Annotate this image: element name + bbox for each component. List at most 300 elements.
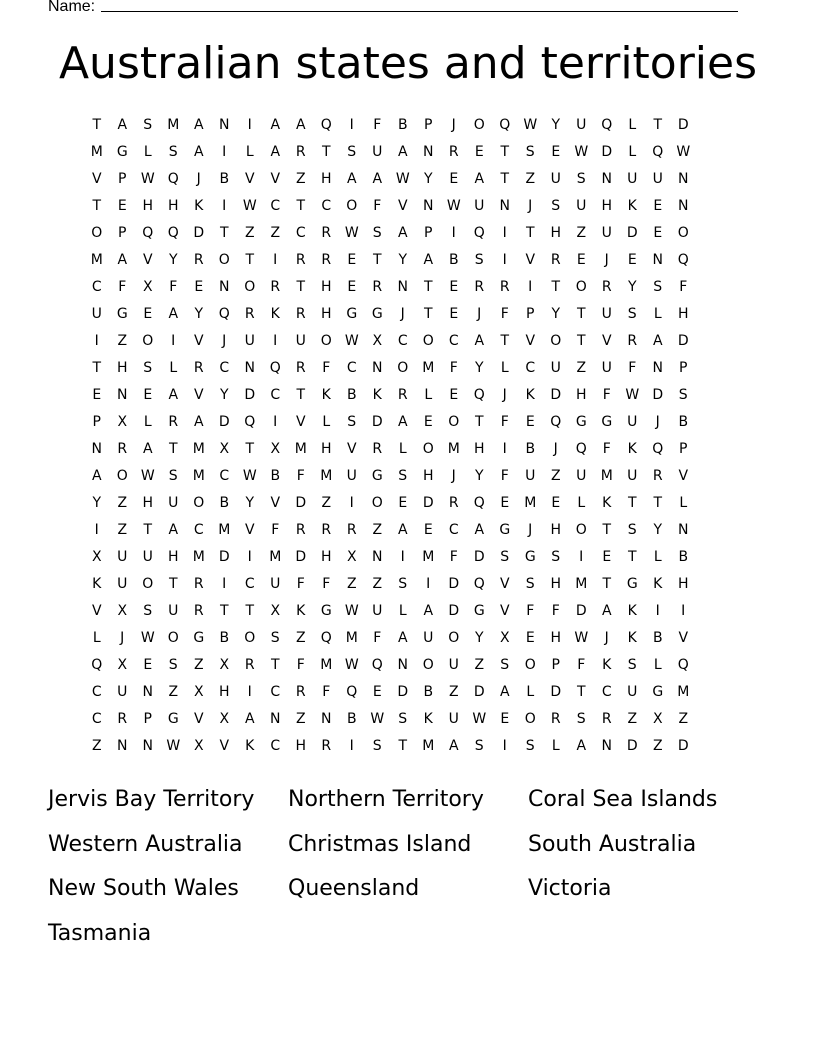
- grid-letter: P: [526, 306, 535, 322]
- grid-letter: K: [627, 630, 637, 646]
- grid-row: [84, 733, 696, 760]
- grid-letter: M: [600, 468, 613, 484]
- grid-letter: L: [679, 495, 688, 511]
- grid-letter: F: [449, 549, 458, 565]
- grid-letter: D: [295, 495, 307, 511]
- grid-letter: I: [502, 738, 507, 754]
- grid-letter: F: [322, 576, 331, 592]
- grid-letter: I: [426, 576, 431, 592]
- grid-letter: A: [117, 252, 128, 268]
- grid-letter: G: [575, 414, 587, 430]
- grid-letter: V: [270, 495, 281, 511]
- word-list-item: Queensland: [288, 876, 420, 901]
- grid-letter: L: [628, 144, 637, 160]
- grid-letter: E: [143, 657, 153, 673]
- grid-letter: A: [601, 603, 612, 619]
- grid-letter: B: [448, 252, 459, 268]
- grid-letter: R: [397, 387, 408, 403]
- grid-letter: U: [168, 495, 179, 511]
- grid-letter: C: [270, 684, 281, 700]
- name-field: [48, 0, 738, 17]
- grid-letter: N: [244, 360, 255, 376]
- grid-letter: X: [117, 603, 128, 619]
- grid-letter: Q: [473, 576, 485, 592]
- grid-letter: G: [524, 549, 536, 565]
- grid-letter: B: [678, 414, 689, 430]
- grid-letter: F: [322, 360, 331, 376]
- grid-letter: M: [269, 549, 282, 565]
- grid-letter: I: [222, 576, 227, 592]
- grid-letter: K: [525, 387, 535, 403]
- grid-letter: S: [678, 387, 688, 403]
- grid-letter: K: [296, 603, 306, 619]
- grid-letter: T: [653, 495, 663, 511]
- grid-letter: G: [371, 468, 383, 484]
- grid-letter: X: [91, 549, 102, 565]
- grid-row: [84, 139, 696, 166]
- letter-grid: [84, 112, 696, 760]
- grid-letter: D: [550, 387, 562, 403]
- grid-letter: S: [270, 630, 280, 646]
- grid-letter: R: [601, 279, 612, 295]
- grid-letter: A: [397, 225, 408, 241]
- grid-letter: J: [528, 198, 533, 214]
- grid-letter: V: [499, 576, 510, 592]
- grid-letter: L: [653, 657, 662, 673]
- grid-letter: D: [677, 333, 689, 349]
- grid-letter: R: [601, 711, 612, 727]
- grid-letter: O: [193, 495, 205, 511]
- page-title: Australian states and territories: [58, 38, 758, 89]
- grid-letter: Q: [575, 441, 587, 457]
- grid-letter: H: [218, 684, 230, 700]
- grid-letter: R: [295, 306, 306, 322]
- grid-letter: Q: [346, 684, 358, 700]
- grid-letter: T: [168, 441, 178, 457]
- grid-letter: E: [449, 387, 459, 403]
- grid-letter: U: [372, 144, 383, 160]
- grid-letter: U: [601, 225, 612, 241]
- grid-letter: S: [143, 117, 153, 133]
- grid-letter: B: [219, 495, 230, 511]
- grid-letter: R: [295, 360, 306, 376]
- grid-letter: X: [499, 630, 510, 646]
- grid-letter: Q: [269, 360, 281, 376]
- grid-letter: S: [168, 144, 178, 160]
- grid-letter: O: [142, 333, 154, 349]
- grid-letter: A: [397, 522, 408, 538]
- grid-letter: S: [627, 657, 637, 673]
- name-label: Name:: [48, 0, 96, 15]
- grid-letter: L: [398, 441, 407, 457]
- grid-letter: U: [627, 684, 638, 700]
- grid-letter: P: [679, 360, 688, 376]
- grid-letter: Z: [295, 711, 306, 727]
- grid-letter: T: [245, 252, 255, 268]
- grid-letter: E: [423, 414, 433, 430]
- grid-letter: I: [502, 252, 507, 268]
- grid-letter: T: [653, 117, 663, 133]
- grid-letter: U: [244, 333, 255, 349]
- grid-letter: L: [322, 414, 331, 430]
- grid-letter: L: [143, 144, 152, 160]
- grid-letter: V: [346, 441, 357, 457]
- grid-letter: W: [574, 144, 589, 160]
- grid-letter: T: [500, 144, 510, 160]
- grid-row: [84, 490, 696, 517]
- grid-letter: O: [346, 198, 358, 214]
- grid-letter: A: [295, 117, 306, 133]
- grid-letter: S: [372, 225, 382, 241]
- grid-letter: S: [143, 360, 153, 376]
- grid-letter: G: [116, 144, 128, 160]
- word-list-item: Victoria: [528, 876, 612, 901]
- grid-letter: I: [273, 252, 278, 268]
- grid-letter: E: [653, 198, 663, 214]
- grid-letter: H: [320, 171, 332, 187]
- grid-letter: E: [602, 549, 612, 565]
- grid-letter: D: [244, 387, 256, 403]
- grid-letter: U: [525, 468, 536, 484]
- grid-letter: N: [652, 360, 663, 376]
- grid-letter: N: [652, 252, 663, 268]
- grid-letter: Z: [576, 360, 587, 376]
- grid-letter: Q: [320, 117, 332, 133]
- grid-letter: I: [222, 198, 227, 214]
- grid-letter: A: [193, 144, 204, 160]
- grid-letter: F: [296, 657, 305, 673]
- grid-letter: Y: [474, 630, 484, 646]
- grid-letter: E: [551, 144, 561, 160]
- grid-letter: N: [499, 198, 510, 214]
- grid-letter: E: [372, 684, 382, 700]
- grid-letter: T: [296, 198, 306, 214]
- grid-letter: W: [344, 603, 359, 619]
- grid-letter: J: [502, 387, 507, 403]
- grid-letter: G: [499, 522, 511, 538]
- grid-letter: U: [168, 603, 179, 619]
- grid-letter: V: [678, 630, 689, 646]
- grid-letter: R: [474, 279, 485, 295]
- grid-letter: B: [219, 171, 230, 187]
- grid-letter: Z: [117, 522, 128, 538]
- grid-letter: M: [192, 468, 205, 484]
- grid-letter: S: [576, 171, 586, 187]
- grid-letter: M: [422, 360, 435, 376]
- grid-letter: A: [576, 738, 587, 754]
- grid-letter: N: [678, 171, 689, 187]
- grid-letter: P: [551, 657, 560, 673]
- grid-letter: T: [423, 306, 433, 322]
- grid-letter: N: [372, 549, 383, 565]
- grid-letter: M: [524, 495, 537, 511]
- grid-letter: F: [577, 657, 586, 673]
- grid-letter: E: [398, 495, 408, 511]
- grid-letter: E: [525, 414, 535, 430]
- grid-letter: S: [525, 738, 535, 754]
- grid-letter: I: [222, 144, 227, 160]
- grid-letter: Z: [372, 522, 383, 538]
- grid-letter: R: [346, 522, 357, 538]
- grid-letter: Q: [91, 657, 103, 673]
- grid-letter: H: [601, 198, 613, 214]
- grid-letter: V: [193, 387, 204, 403]
- grid-letter: I: [349, 117, 354, 133]
- grid-letter: O: [116, 468, 128, 484]
- grid-letter: A: [397, 144, 408, 160]
- grid-letter: R: [372, 279, 383, 295]
- grid-letter: J: [604, 630, 609, 646]
- grid-letter: W: [166, 738, 181, 754]
- grid-letter: I: [349, 738, 354, 754]
- grid-letter: A: [193, 414, 204, 430]
- grid-letter: V: [525, 333, 536, 349]
- grid-letter: D: [575, 603, 587, 619]
- grid-letter: I: [579, 549, 584, 565]
- grid-letter: Y: [423, 171, 433, 187]
- grid-letter: N: [142, 684, 153, 700]
- grid-letter: E: [449, 279, 459, 295]
- grid-letter: J: [451, 468, 456, 484]
- grid-letter: Y: [398, 252, 408, 268]
- grid-letter: C: [91, 684, 102, 700]
- grid-letter: Z: [295, 630, 306, 646]
- grid-letter: G: [473, 603, 485, 619]
- grid-letter: D: [218, 549, 230, 565]
- grid-letter: C: [219, 360, 230, 376]
- grid-letter: Q: [677, 657, 689, 673]
- grid-letter: A: [168, 522, 179, 538]
- grid-letter: X: [219, 441, 230, 457]
- grid-letter: H: [116, 360, 128, 376]
- grid-letter: R: [499, 279, 510, 295]
- grid-letter: S: [500, 657, 510, 673]
- grid-letter: F: [296, 576, 305, 592]
- grid-letter: F: [296, 468, 305, 484]
- grid-letter: U: [117, 684, 128, 700]
- grid-letter: S: [398, 468, 408, 484]
- grid-letter: I: [502, 441, 507, 457]
- grid-letter: P: [92, 414, 101, 430]
- grid-letter: U: [601, 306, 612, 322]
- grid-letter: Q: [167, 225, 179, 241]
- grid-letter: W: [472, 711, 487, 727]
- grid-letter: D: [601, 144, 613, 160]
- grid-letter: X: [193, 684, 204, 700]
- grid-letter: O: [422, 333, 434, 349]
- grid-letter: T: [219, 603, 229, 619]
- grid-letter: S: [398, 711, 408, 727]
- grid-letter: S: [551, 198, 561, 214]
- grid-letter: C: [397, 333, 408, 349]
- grid-letter: O: [575, 279, 587, 295]
- grid-letter: T: [423, 279, 433, 295]
- grid-letter: O: [524, 711, 536, 727]
- grid-letter: W: [395, 171, 410, 187]
- grid-letter: S: [500, 549, 510, 565]
- grid-letter: M: [218, 522, 231, 538]
- grid-letter: P: [424, 225, 433, 241]
- grid-letter: V: [142, 252, 153, 268]
- grid-letter: A: [652, 333, 663, 349]
- grid-letter: K: [270, 306, 280, 322]
- grid-letter: V: [91, 171, 102, 187]
- grid-letter: Y: [551, 306, 561, 322]
- grid-letter: K: [245, 738, 255, 754]
- grid-letter: A: [117, 117, 128, 133]
- grid-letter: A: [499, 684, 510, 700]
- grid-letter: N: [601, 171, 612, 187]
- grid-letter: U: [601, 360, 612, 376]
- grid-letter: Z: [474, 657, 485, 673]
- grid-letter: R: [244, 657, 255, 673]
- grid-letter: M: [447, 441, 460, 457]
- grid-letter: X: [142, 279, 153, 295]
- grid-letter: X: [652, 711, 663, 727]
- grid-letter: V: [244, 522, 255, 538]
- grid-letter: Z: [321, 495, 332, 511]
- grid-letter: S: [576, 711, 586, 727]
- grid-letter: S: [143, 603, 153, 619]
- grid-letter: Y: [653, 522, 663, 538]
- grid-letter: E: [449, 306, 459, 322]
- grid-letter: S: [525, 576, 535, 592]
- grid-letter: M: [90, 144, 103, 160]
- grid-letter: R: [295, 144, 306, 160]
- grid-letter: I: [273, 414, 278, 430]
- grid-letter: O: [677, 225, 689, 241]
- grid-letter: G: [601, 414, 613, 430]
- grid-letter: D: [652, 387, 664, 403]
- grid-letter: V: [397, 198, 408, 214]
- grid-letter: J: [120, 630, 125, 646]
- grid-letter: F: [500, 306, 509, 322]
- grid-letter: S: [347, 414, 357, 430]
- grid-letter: S: [372, 738, 382, 754]
- grid-letter: K: [627, 198, 637, 214]
- grid-letter: R: [652, 468, 663, 484]
- grid-letter: D: [626, 225, 638, 241]
- grid-letter: W: [446, 198, 461, 214]
- grid-letter: R: [295, 684, 306, 700]
- word-list: [48, 778, 768, 956]
- grid-letter: C: [219, 468, 230, 484]
- grid-letter: Y: [627, 279, 637, 295]
- grid-letter: L: [92, 630, 101, 646]
- word-list-item: Coral Sea Islands: [528, 787, 718, 812]
- grid-letter: A: [474, 522, 485, 538]
- grid-row: [84, 571, 696, 598]
- grid-letter: C: [193, 522, 204, 538]
- grid-letter: N: [142, 738, 153, 754]
- grid-letter: F: [118, 279, 127, 295]
- grid-letter: C: [321, 198, 332, 214]
- grid-letter: B: [219, 630, 230, 646]
- grid-letter: K: [627, 441, 637, 457]
- grid-letter: G: [167, 711, 179, 727]
- grid-letter: T: [245, 603, 255, 619]
- grid-letter: D: [422, 495, 434, 511]
- grid-letter: M: [345, 630, 358, 646]
- grid-letter: Q: [652, 144, 664, 160]
- grid-letter: U: [550, 171, 561, 187]
- grid-letter: E: [627, 252, 637, 268]
- grid-letter: N: [397, 657, 408, 673]
- grid-letter: V: [601, 333, 612, 349]
- grid-letter: D: [550, 684, 562, 700]
- grid-letter: A: [193, 117, 204, 133]
- grid-letter: E: [347, 279, 357, 295]
- grid-letter: U: [117, 549, 128, 565]
- grid-letter: B: [423, 684, 434, 700]
- name-underline: [101, 0, 738, 12]
- grid-letter: V: [678, 468, 689, 484]
- grid-letter: T: [500, 171, 510, 187]
- grid-letter: N: [678, 522, 689, 538]
- grid-letter: L: [424, 387, 433, 403]
- grid-letter: R: [321, 522, 332, 538]
- grid-letter: G: [346, 306, 358, 322]
- grid-letter: L: [245, 144, 254, 160]
- grid-letter: Z: [550, 468, 561, 484]
- grid-letter: A: [423, 252, 434, 268]
- grid-letter: E: [500, 711, 510, 727]
- grid-letter: C: [525, 360, 536, 376]
- grid-letter: V: [295, 414, 306, 430]
- grid-letter: R: [550, 711, 561, 727]
- grid-letter: D: [371, 414, 383, 430]
- grid-letter: Z: [270, 225, 281, 241]
- grid-letter: M: [90, 252, 103, 268]
- grid-letter: Z: [295, 171, 306, 187]
- grid-letter: A: [397, 630, 408, 646]
- grid-letter: C: [346, 360, 357, 376]
- grid-letter: Z: [627, 711, 638, 727]
- word-list-item: Jervis Bay Territory: [48, 787, 255, 812]
- grid-letter: A: [397, 414, 408, 430]
- grid-letter: T: [92, 360, 102, 376]
- grid-letter: F: [526, 603, 535, 619]
- grid-letter: A: [372, 171, 383, 187]
- grid-letter: Y: [474, 468, 484, 484]
- grid-letter: O: [167, 630, 179, 646]
- grid-letter: A: [346, 171, 357, 187]
- grid-row: [84, 112, 696, 139]
- grid-letter: Z: [244, 225, 255, 241]
- grid-letter: F: [169, 279, 178, 295]
- grid-letter: Q: [473, 387, 485, 403]
- grid-letter: S: [347, 144, 357, 160]
- grid-letter: F: [322, 684, 331, 700]
- grid-letter: W: [140, 171, 155, 187]
- grid-letter: V: [91, 603, 102, 619]
- grid-letter: S: [551, 549, 561, 565]
- grid-letter: H: [167, 549, 179, 565]
- grid-letter: H: [677, 306, 689, 322]
- grid-letter: Z: [346, 576, 357, 592]
- grid-letter: O: [244, 630, 256, 646]
- grid-letter: Z: [576, 225, 587, 241]
- grid-letter: T: [270, 657, 280, 673]
- grid-letter: H: [142, 198, 154, 214]
- grid-letter: U: [576, 198, 587, 214]
- grid-letter: J: [196, 171, 201, 187]
- grid-letter: O: [371, 495, 383, 511]
- grid-letter: T: [372, 252, 382, 268]
- grid-letter: V: [193, 333, 204, 349]
- grid-row: [84, 544, 696, 571]
- grid-letter: J: [528, 522, 533, 538]
